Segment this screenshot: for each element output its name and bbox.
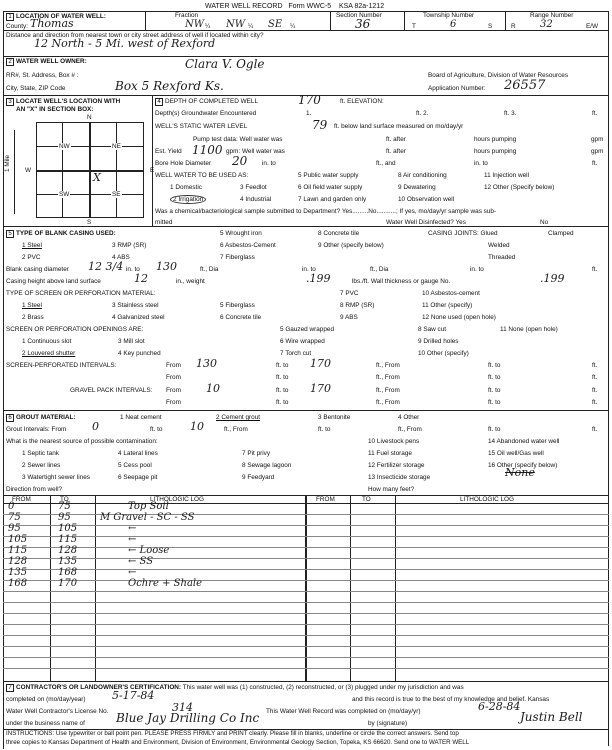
log-row-from: 105 [8,534,28,545]
log-row-to: 75 [58,501,71,512]
screen-2: 2 Brass [22,314,44,321]
fraction-2: NW [226,19,246,30]
range-r: R [511,23,516,30]
yield-label: Est. Yield [155,148,182,155]
direction-label: Direction from well? [6,486,63,493]
license-value: 314 [172,701,193,714]
section-number-value: 36 [355,17,371,31]
opening-4: 4 Key punched [118,350,161,357]
opening-2: 2 Louvered shutter [22,350,76,357]
compass-e: E [150,167,155,174]
grout-3: 3 Bentonite [318,414,351,421]
quarter-3: ¼ [290,23,296,30]
opening-10: 10 Other (specify) [418,350,469,357]
quarter-1: ¼ [205,23,211,30]
use-3: 3 Feedlot [240,184,267,191]
bore-label: Bore Hole Diameter [155,160,212,167]
section-6-label: 6 GROUT MATERIAL: [6,414,76,422]
fraction-1: NW [185,19,205,30]
grout-end: ft., From [398,426,422,433]
depth-row: 4 DEPTH OF COMPLETED WELL [155,98,258,106]
owner-value: Clara V. Ogle [185,57,265,71]
contam-16: 16 Other (specify below) [488,462,558,469]
grout-intervals-label: Grout Intervals: From [6,426,67,433]
casing-5: 5 Wrought iron [220,230,262,237]
screen-label: TYPE OF SCREEN OR PERFORATION MATERIAL: [6,290,156,297]
use-6: 6 Oil field water supply [298,184,363,191]
pump-mid: ft. after [386,136,406,143]
grout-from-value: 0 [92,420,99,433]
casing-1: 1 Steel [22,242,42,249]
log-title-header-2: LITHOLOGIC LOG [460,496,514,503]
compass-n: N [87,114,92,121]
diameter-label: Blank casing diameter [6,266,69,273]
business-value: Blue Jay Drilling Co Inc [116,711,260,725]
township-number-label: Township Number [423,12,475,19]
dia-2-in: in. to [302,266,316,273]
gp-end-1: ft. [592,387,598,394]
spi-end-1: ft. [592,362,598,369]
opening-5: 5 Gauzed wrapped [280,326,335,333]
completed-tail: and this record is true to the best of my knowledge and belief. Kansas [352,696,550,703]
gw-1: 1. [306,110,312,117]
opening-9: 9 Drilled holes [418,338,459,345]
joints-welded: Welded [488,242,510,249]
height-label: Casing height above land surface [6,278,101,285]
log-to-header: TO [60,496,69,503]
gp-to-2b: ft. to [488,399,501,406]
contam-none: None [505,466,535,479]
contam-3: 3 Watertight sewer lines [22,474,90,481]
rr-label: RR#, St. Address, Box # : [6,72,79,79]
contam-label: What is the nearest source of possible contamination: [6,438,158,445]
opening-11: 11 None (open hole) [500,326,558,333]
bore-to: in. to [474,160,488,167]
log-from-header-2: FROM [316,496,335,503]
application-label: Application Number: [428,85,486,92]
section-number-label: Section Number [336,12,382,19]
log-row-to: 135 [58,556,78,567]
by-signature-label: by (signature) [368,720,408,727]
diameter-tail: ft., Dia [200,266,219,273]
use-9: 9 Dewatering [398,184,436,191]
spi-from-value: 130 [196,357,217,370]
gp-from-2: From [166,399,181,406]
section-2-label: 2 WATER WELL OWNER: [6,58,87,66]
spi-ft-2: ft., From [376,374,400,381]
log-title-header: LITHOLOGIC LOG [150,496,204,503]
bore-mid: in. to [262,160,276,167]
screen-3: 3 Stainless steel [112,302,159,309]
mile-label: 1 Mile [4,154,11,172]
log-row-description: ← [128,523,137,534]
contam-6: 6 Seepage pit [118,474,158,481]
gw-3: ft. 3. [504,110,517,117]
casing-6: 6 Asbestos-Cement [220,242,276,249]
groundwater-label: Depth(s) Groundwater Encountered [155,110,257,117]
spi-end-2: ft. [592,374,598,381]
range-ew: E/W [586,23,599,30]
contam-5: 5 Cess pool [118,462,152,469]
quadrant-ne: NE [112,143,121,150]
use-7: 7 Lawn and garden only [298,196,367,203]
log-row-to: 128 [58,545,78,556]
record-date-value: 6-28-84 [478,700,521,713]
diameter-value: 12 3/4 [88,260,124,273]
use-8: 8 Air conditioning [398,172,447,179]
contam-4: 4 Lateral lines [118,450,158,457]
log-row-description: ← [128,567,137,578]
grout-ft: ft., From [224,426,248,433]
bore-ft: ft. [592,160,598,167]
bore-value: 20 [232,154,248,168]
contam-12: 12 Fertilizer storage [368,462,425,469]
title-text: WATER WELL RECORD [205,3,283,10]
bore-and: ft., and [376,160,396,167]
opening-8: 8 Saw cut [418,326,447,333]
section-5-label: 5 TYPE OF BLANK CASING USED: [6,230,116,238]
height-mid: in., weight [176,278,205,285]
log-row-from: 95 [8,523,21,534]
log-from-header: FROM [12,496,31,503]
screen-12: 12 None used (open hole) [422,314,496,321]
range-number-label: Range Number [530,12,574,19]
use-11: 11 Injection well [484,172,529,179]
casing-8: 8 Concrete tile [318,230,360,237]
gp-to-2: ft. to [276,399,289,406]
grout-to-3: ft. to [488,426,501,433]
fraction-3: SE [268,19,283,30]
record-label: This Water Well Record was completed on (mo/day/yr) [266,708,421,715]
depth-value: 170 [298,93,321,107]
opening-3: 3 Mill slot [118,338,145,345]
form-number: Form WWC-5 [288,3,332,10]
yield-value: 1100 [192,143,223,157]
contam-8: 8 Sewage lagoon [242,462,292,469]
gp-ft-2: ft., From [376,399,400,406]
log-row-from: 0 [8,501,15,512]
spi-ft-1: ft., From [376,362,400,369]
license-label: Water Well Contractor's License No. [6,708,109,715]
screen-10: 10 Asbestos-cement [422,290,480,297]
static-label: WELL'S STATIC WATER LEVEL [155,123,248,130]
compass-s: S [87,219,92,226]
diameter-mid: in. to [126,266,140,273]
log-to-header-2: TO [362,496,371,503]
grout-mid: ft. to [150,426,163,433]
opening-1: 1 Continuous slot [22,338,72,345]
static-value: 79 [312,118,328,132]
contam-14: 14 Abandoned water well [488,438,560,445]
form-title [205,3,384,11]
depth-tail: ft. ELEVATION: [340,98,384,105]
weight-tail: lbs./ft. Wall thickness or gauge No. [352,278,451,285]
screen-8: 8 RMP (SR) [340,302,375,309]
spi-from-2: From [166,374,181,381]
county-value: Thomas [30,17,74,30]
log-row-to: 168 [58,567,78,578]
gp-to-value: 170 [310,382,331,395]
dia-3-in: in. to [470,266,484,273]
fraction-label: Fraction [175,12,199,19]
log-row-description: M Gravel - SC - SS [100,512,195,523]
disinfect-label: Water Well Disinfected? Yes [386,219,466,226]
spi-to-2: ft. to [276,374,289,381]
log-row-to: 105 [58,523,78,534]
contam-13: 13 Insecticide storage [368,474,431,481]
quadrant-sw: SW [59,191,70,198]
openings-label: SCREEN OR PERFORATION OPENINGS ARE: [6,326,144,333]
screen-5: 5 Fiberglass [220,302,255,309]
casing-9: 9 Other (specify below) [318,242,384,249]
well-location-mark: X [93,171,101,184]
grout-to-2: ft. to [318,426,331,433]
grout-4: 4 Other [398,414,420,421]
contam-11: 11 Fuel storage [368,450,412,457]
opening-7: 7 Torch cut [280,350,312,357]
county-label: County: [6,23,29,30]
gp-to-1: ft. to [276,387,289,394]
use-1: 1 Domestic [170,184,202,191]
ksa-number: KSA 82a-1212 [338,3,385,10]
spi-to-1: ft. to [276,362,289,369]
joints-threaded: Threaded [488,254,516,261]
township-t: T [412,23,416,30]
chem-sample: Was a chemical/bacteriological sample submitted to Department? Yes.........No...........; If yes, mo/day/yr sample was sub- [155,208,497,215]
screen-7: 7 PVC [340,290,359,297]
log-row-from: 75 [8,512,21,523]
contam-2: 2 Sewer lines [22,462,61,469]
completed-value: 5-17-84 [112,689,155,702]
yield-tail: gpm: Well water was [226,148,285,155]
township-s: S [488,23,493,30]
pump-hours: hours pumping [474,136,517,143]
use-2: 2 Irrigation [170,196,206,203]
gw-2: ft. 2. [416,110,429,117]
quadrant-se: SE [112,191,121,198]
gp-from-value: 10 [206,382,220,395]
signature-value: Justin Bell [520,710,583,724]
weight-value: .199 [306,272,331,285]
use-12: 12 Other (Specify below) [484,184,555,191]
contam-15: 15 Oil well/Gas well [488,450,544,457]
instructions-1: INSTRUCTIONS: Use typewriter or ball point pen. PLEASE PRESS FIRMLY and PRINT clearly. Please fill in blanks, underline or circle the correct answers. Send top [6,730,459,737]
distance-label: Distance and direction from nearest town or city street address of well if located within city? [6,32,264,39]
city-label: City, State, ZIP Code [6,85,66,92]
grout-2: 2 Cement grout [216,414,261,421]
grout-1: 1 Neat cement [120,414,162,421]
range-value: 32 [540,19,553,30]
instructions-2: three copies to Kansas Department of Health and Environment, Division of Environment, Environmental Geology Section, Topeka, KS 66620. Send one to WATER WELL [6,739,470,746]
quadrant-nw: NW [59,143,70,150]
grout-to-value: 10 [190,420,204,433]
static-tail: ft. below land surface measured on mo/day/yr [334,123,464,130]
log-row-description: ← [128,534,137,545]
casing-7: 7 Fiberglass [220,254,255,261]
spi-to-2b: ft. to [488,374,501,381]
contam-7: 7 Pit privy [242,450,271,457]
application-value: 26557 [504,78,546,93]
screen-9: 9 ABS [340,314,358,321]
quarter-2: ¼ [248,23,254,30]
section-3-label-2: AN "X" IN SECTION BOX: [16,106,94,113]
spi-from-1: From [166,362,181,369]
gp-end-2: ft. [592,399,598,406]
joints-clamped: Clamped [548,230,574,237]
log-row-description: ← Loose [128,545,170,556]
opening-6: 6 Wire wrapped [280,338,325,345]
pump-label: Pump test data: Well water was [193,136,283,143]
spi-label: SCREEN-PERFORATED INTERVALS: [6,362,117,369]
how-many-label: How many feet? [368,486,415,493]
joints-label: CASING JOINTS: Glued [428,230,498,237]
screen-11: 11 Other (specify) [422,302,473,309]
screen-6: 6 Concrete tile [220,314,262,321]
chem-sample-2: mitted [155,219,173,226]
city-value: Box 5 Rexford Ks. [115,79,224,93]
use-10: 10 Observation well [398,196,455,203]
spi-to-1b: ft. to [488,362,501,369]
screen-4: 4 Galvanized steel [112,314,165,321]
township-value: 6 [450,19,457,30]
casing-2: 2 PVC [22,254,41,261]
pump-gpm: gpm [591,136,604,143]
use-label: WELL WATER TO BE USED AS: [155,172,249,179]
dia-2-ft: ft., Dia [370,266,389,273]
section-1-label: 1 LOCATION OF WATER WELL: [6,13,106,21]
log-row-from: 135 [8,567,28,578]
yield-hours: hours pumping [474,148,517,155]
compass-w: W [25,167,32,174]
log-row-to: 115 [58,534,78,545]
diameter-ft-value: 130 [156,260,177,273]
contam-1: 1 Septic tank [22,450,59,457]
log-row-description: Ochre + Shale [128,578,203,589]
use-4: 4 Industrial [240,196,272,203]
log-row-description: ← SS [128,556,154,567]
business-label: under the business name of [6,720,85,727]
log-row-from: 115 [8,545,28,556]
height-value: 12 [134,272,148,285]
casing-3: 3 RMP (SR) [112,242,147,249]
gw-tail: ft. [592,110,598,117]
distance-value: 12 North - 5 Mi. west of Rexford [34,37,216,50]
spi-to-value: 170 [310,357,331,370]
use-5: 5 Public water supply [298,172,359,179]
contam-9: 9 Feedyard [242,474,275,481]
gp-ft-1: ft., From [376,387,400,394]
dia-3-ft: ft. [592,266,598,273]
board-label: Board of Agriculture, Division of Water Resources [428,72,569,79]
gp-label: GRAVEL PACK INTERVALS: [70,387,153,394]
disinfect-no: No [540,219,549,226]
log-row-to: 170 [58,578,78,589]
yield-gpm: gpm [591,148,604,155]
log-row-from: 168 [8,578,28,589]
gp-to-1b: ft. to [488,387,501,394]
section-3-label: 3 LOCATE WELL'S LOCATION WITH [6,98,120,106]
completed-label: completed on (mo/day/year) [6,696,86,703]
gp-from-1: From [166,387,181,394]
casing-4: 4 ABS [112,254,130,261]
contam-10: 10 Livestock pens [368,438,420,445]
yield-mid: ft. after [386,148,406,155]
grout-end-2: ft. [592,426,598,433]
log-row-to: 95 [58,512,71,523]
log-row-from: 128 [8,556,28,567]
section-7-label: 7 CONTRACTOR'S OR LANDOWNER'S CERTIFICATION: This water well was (1) constructed, (2) reconstructed, or (3) plugged under my jurisdiction and was [6,684,464,692]
log-row-description: Top Soil [128,501,169,512]
gauge-value: .199 [540,272,565,285]
screen-1: 1 Steel [22,302,42,309]
